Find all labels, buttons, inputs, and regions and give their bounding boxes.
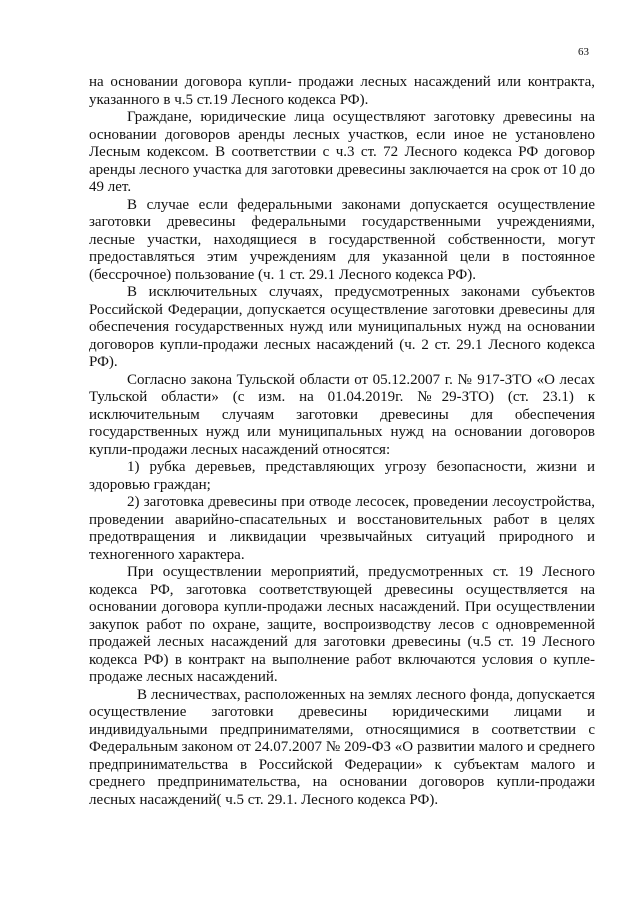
list-item-1: 1) рубка деревьев, представляющих угрозу безопасности, жизни и здоровью граждан;: [89, 459, 595, 493]
list-item-2: 2) заготовка древесины при отводе лесосек, проведении лесоустройства, проведении аварийно-спасательных и восстановительных работ в целях предотвращения и ликвидации чрезвычайных ситуаций природного и техногенного характера.: [89, 494, 595, 563]
paragraph-federal-institutions: В случае если федеральными законами допускается осуществление заготовки древесины федеральными государственными учреждениями, лесные участки, находящиеся в государственной собственности, могут предоставляться этим учреждениям для указанной цели в постоянное (бессрочное) пользование (ч. 1 ст. 29.1 Лесного кодекса РФ).: [89, 196, 595, 283]
paragraph-continuation: на основании договора купли- продажи лесных насаждений или контракта, указанного в ч.5 ст.19 Лесного кодекса РФ).: [89, 74, 595, 108]
paragraph-article-19: При осуществлении мероприятий, предусмотренных ст. 19 Лесного кодекса РФ, заготовка соответствующей древесины осуществляется на основании договора купли-продажи лесных насаждений. При осуществлении закупок работ по охране, защите, воспроизводству лесов с одновременной продажей лесных насаждений для заготовки древесины (ч.5 ст. 19 Лесного кодекса РФ) в контракт на выполнение работ включаются условия о купле-продаже лесных насаждений.: [89, 564, 595, 685]
paragraph-exceptional-cases: В исключительных случаях, предусмотренных законами субъектов Российской Федерации, допускается осуществление заготовки древесины для обеспечения государственных нужд или муниципальных нужд на основании договоров купли-продажи лесных насаждений (ч. 2 ст. 29.1 Лесного кодекса РФ).: [89, 284, 595, 370]
document-body: [89, 74, 595, 809]
page-number: 63: [578, 46, 589, 58]
paragraph-tula-law: Согласно закона Тульской области от 05.12.2007 г. № 917-ЗТО «О лесах Тульской области» (с изм. на 01.04.2019г. №29-ЗТО) (ст. 23.1) к исключительным случаям заготовки древесины для обеспечения государственных нужд или муниципальных нужд на основании договоров купли-продажи лесных насаждений относятся:: [89, 371, 595, 458]
paragraph-lease: Граждане, юридические лица осуществляют заготовку древесины на основании договоров аренды лесных участков, если иное не установлено Лесным кодексом. В соответствии с ч.3 ст. 72 Лесного кодекса РФ договор аренды лесного участка для заготовки древесины заключается на срок от 10 до 49 лет.: [89, 109, 595, 195]
paragraph-small-business: В лесничествах, расположенных на землях лесного фонда, допускается осуществление заготовки древесины юридическими лицами и индивидуальными предпринимателями, относящимися в соответствии с Федеральным законом от 24.07.2007 № 209-ФЗ «О развитии малого и среднего предпринимательства в Российской Федерации» к субъектам малого и среднего предпринимательства, на основании договоров купли-продажи лесных насаждений( ч.5 ст. 29.1. Лесного кодекса РФ).: [89, 686, 595, 808]
